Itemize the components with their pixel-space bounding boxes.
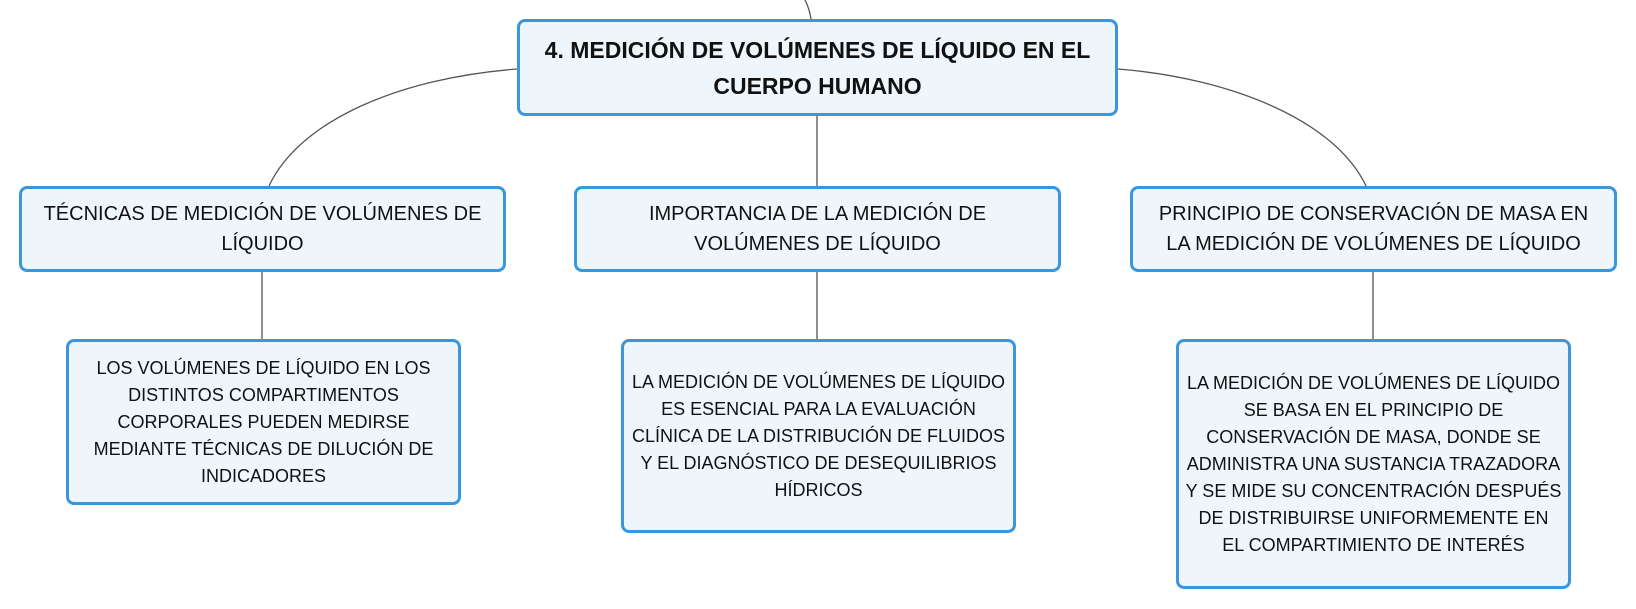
detail-node-tracer-substance[interactable] <box>1176 339 1571 589</box>
topic-label: TÉCNICAS DE MEDICIÓN DE VOLÚMENES DE LÍQUIDO <box>43 203 482 255</box>
detail-text: LOS VOLÚMENES DE LÍQUIDO EN LOS DISTINTOS COMPARTIMENTOS CORPORALES PUEDEN MEDIRSE MEDIANTE TÉCNICAS DE DILUCIÓN DE INDICADORES <box>93 357 434 486</box>
connector-parent-to-root <box>805 0 811 19</box>
topic-label: IMPORTANCIA DE LA MEDICIÓN DE VOLÚMENES DE LÍQUIDO <box>648 203 987 255</box>
detail-text: LA MEDICIÓN DE VOLÚMENES DE LÍQUIDO ES ESENCIAL PARA LA EVALUACIÓN CLÍNICA DE LA DISTRIBUCIÓN DE FLUIDOS Y EL DIAGNÓSTICO DE DESEQUILIBRIOS HÍDRICOS <box>631 371 1006 500</box>
root-topic-title: 4. MEDICIÓN DE VOLÚMENES DE LÍQUIDO EN EL CUERPO HUMANO <box>544 36 1091 99</box>
topic-node-measurement-techniques[interactable] <box>19 186 506 272</box>
topic-label: PRINCIPIO DE CONSERVACIÓN DE MASA EN LA MEDICIÓN DE VOLÚMENES DE LÍQUIDO <box>1158 203 1589 255</box>
root-topic-node[interactable] <box>517 19 1118 116</box>
topic-node-mass-conservation-principle[interactable] <box>1130 186 1617 272</box>
connector-root-to-topic-3 <box>1118 69 1366 186</box>
detail-node-indicator-dilution[interactable] <box>66 339 461 505</box>
topic-node-measurement-importance[interactable] <box>574 186 1061 272</box>
connector-root-to-topic-1 <box>269 69 517 186</box>
detail-text: LA MEDICIÓN DE VOLÚMENES DE LÍQUIDO SE BASA EN EL PRINCIPIO DE CONSERVACIÓN DE MASA, DONDE SE ADMINISTRA UNA SUSTANCIA TRAZADORA Y SE MIDE SU CONCENTRACIÓN DESPUÉS DE DISTRIBUIRSE UNIFORMEMENTE EN EL COMPARTIMIENTO DE INTERÉS <box>1185 372 1562 555</box>
detail-node-clinical-evaluation[interactable] <box>621 339 1016 533</box>
